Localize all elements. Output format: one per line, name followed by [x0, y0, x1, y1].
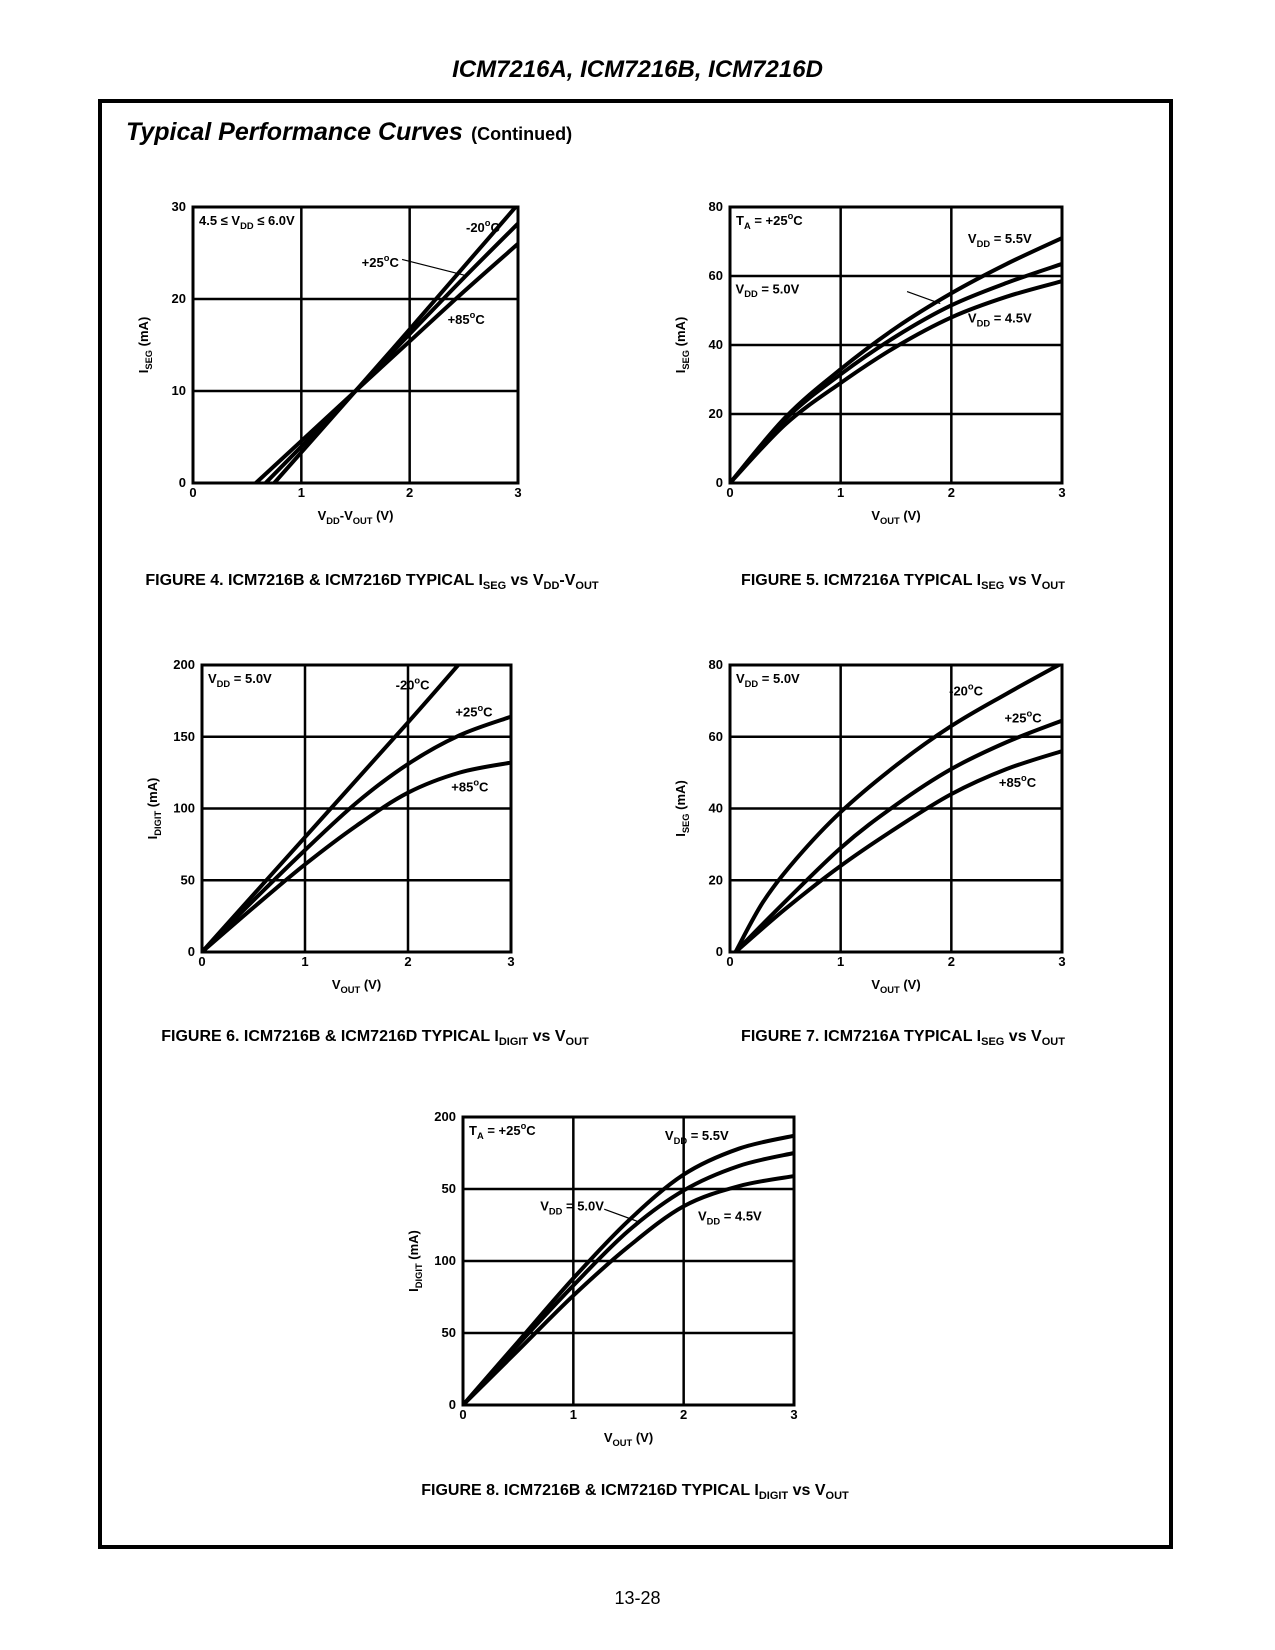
series-annotation: $V_{DD} = 5.0V$ — [735, 281, 800, 300]
series-annotation: $+85^oC$ — [998, 773, 1037, 790]
x-tick-label: 0 — [198, 954, 206, 969]
series-annotation: -20$^o$C — [949, 681, 984, 699]
y-tick-label: 100 — [173, 800, 195, 816]
x-tick-label: 1 — [301, 954, 309, 969]
plot-frame — [193, 207, 518, 483]
series-line-2 — [202, 717, 511, 952]
series-line-3 — [256, 244, 518, 483]
y-axis-label: $I_{SEG}$ (mA) — [673, 780, 691, 837]
x-axis-label: $V_{OUT}$ (V) — [871, 508, 921, 526]
x-tick-label: 1 — [837, 954, 845, 969]
y-tick-label: 200 — [173, 657, 195, 672]
y-axis-label: $I_{DIGIT}$ (mA) — [406, 1230, 424, 1292]
y-tick-label: 0 — [187, 944, 195, 959]
y-tick-label: 50 — [441, 1325, 456, 1340]
x-tick-label: 3 — [1058, 954, 1066, 969]
x-axis-label: $V_{OUT}$ (V) — [603, 1430, 654, 1448]
y-axis-label: $I_{SEG}$ (mA) — [136, 316, 154, 374]
series-annotation: $+25^oC$ — [455, 702, 493, 720]
y-tick-label: 0 — [178, 475, 186, 490]
y-tick-label: 20 — [708, 872, 723, 888]
y-tick-label: 0 — [715, 475, 723, 490]
section-title-subtitle: (Continued) — [471, 124, 573, 144]
condition-label: $T_A = +25^oC$ — [736, 211, 803, 231]
annotation-leader — [907, 292, 940, 304]
y-tick-label: 60 — [708, 728, 723, 744]
y-tick-label: 0 — [715, 944, 723, 959]
x-axis-label: $V_{OUT}$ (V) — [331, 977, 382, 995]
series-line-1 — [463, 1136, 794, 1405]
condition-label: $4.5 \le V_{DD} \le 6.0V$ — [199, 213, 295, 231]
chart-figure-4 — [130, 190, 620, 550]
x-tick-label: 2 — [680, 1407, 688, 1422]
series-annotation: $V_{DD} = 4.5V$ — [967, 310, 1032, 329]
chart-figure-7 — [655, 648, 1155, 1008]
series-annotation: $+85^oC$ — [447, 309, 485, 327]
condition-label: $V_{DD} = 5.0V$ — [736, 671, 800, 689]
y-tick-label: 40 — [708, 337, 723, 352]
caption-figure-4: FIGURE 4. ICM7216B & ICM7216D TYPICAL $I_{SEG}$ vs $V_{DD}-V_{OUT}$ — [145, 572, 599, 593]
series-line-1 — [274, 204, 518, 483]
series-annotation: $+25^oC$ — [1004, 708, 1042, 726]
x-tick-label: 0 — [459, 1407, 467, 1422]
x-tick-label: 1 — [837, 485, 845, 500]
series-annotation: $V_{DD} = 5.5V$ — [967, 231, 1032, 250]
x-tick-label: 0 — [189, 485, 197, 500]
y-axis-label: $I_{SEG}$ (mA) — [673, 316, 691, 374]
series-annotation: $V_{DD} = 5.5V$ — [664, 1128, 729, 1146]
y-tick-label: 40 — [708, 800, 723, 816]
series-annotation: $+25^oC$ — [361, 252, 399, 270]
section-title — [126, 118, 572, 147]
y-tick-label: 150 — [173, 728, 195, 744]
condition-label: $T_A = +25^oC$ — [469, 1121, 536, 1141]
x-tick-label: 1 — [297, 485, 305, 500]
y-tick-label: 100 — [434, 1253, 456, 1268]
series-annotation: $V_{DD} = 4.5V$ — [698, 1208, 762, 1227]
x-tick-label: 3 — [514, 485, 522, 500]
x-tick-label: 3 — [507, 954, 515, 969]
x-tick-label: 1 — [569, 1407, 577, 1422]
x-tick-label: 2 — [404, 954, 412, 969]
y-axis-label: $I_{DIGIT}$ (mA) — [145, 777, 163, 840]
x-tick-label: 2 — [947, 485, 955, 500]
x-tick-label: 0 — [726, 485, 734, 500]
series-line-2 — [463, 1153, 794, 1405]
series-line-2 — [736, 721, 1062, 952]
annotation-leader — [402, 259, 464, 275]
page-number: 13-28 — [614, 1588, 661, 1608]
caption-figure-5: FIGURE 5. ICM7216A TYPICAL $I_{SEG}$ vs $V_{OUT}$ — [741, 572, 1065, 593]
chart-figure-5 — [655, 190, 1155, 550]
x-tick-label: 3 — [790, 1407, 798, 1422]
condition-label: $V_{DD} = 5.0V$ — [208, 671, 272, 689]
y-tick-label: 200 — [434, 1109, 456, 1124]
chart-figure-6 — [130, 648, 620, 1008]
x-tick-label: 2 — [406, 485, 414, 500]
x-tick-label: 0 — [726, 954, 734, 969]
x-tick-label: 2 — [947, 954, 955, 969]
series-annotation: -20$^o$C — [395, 675, 430, 693]
y-tick-label: 60 — [708, 268, 723, 283]
x-axis-label: $V_{OUT}$ (V) — [871, 977, 921, 995]
series-annotation: -20$^o$C — [466, 217, 500, 235]
y-tick-label: 80 — [708, 199, 723, 214]
y-tick-label: 10 — [171, 383, 186, 398]
x-tick-label: 3 — [1058, 485, 1066, 500]
y-tick-label: 50 — [180, 872, 195, 888]
y-tick-label: 80 — [708, 657, 723, 672]
series-annotation: $+85^oC$ — [451, 777, 489, 795]
y-tick-label: 50 — [441, 1181, 456, 1196]
x-axis-label: $V_{DD}-V_{OUT}$ (V) — [317, 508, 394, 526]
document-header-title: ICM7216A, ICM7216B, ICM7216D — [452, 56, 823, 83]
y-tick-label: 20 — [708, 406, 723, 421]
caption-figure-6: FIGURE 6. ICM7216B & ICM7216D TYPICAL $I_{DIGIT}$ vs $V_{OUT}$ — [161, 1028, 589, 1049]
y-tick-label: 30 — [171, 199, 186, 214]
caption-figure-7: FIGURE 7. ICM7216A TYPICAL $I_{SEG}$ vs $V_{OUT}$ — [741, 1028, 1065, 1049]
chart-figure-8 — [390, 1100, 890, 1460]
caption-figure-8: FIGURE 8. ICM7216B & ICM7216D TYPICAL $I_{DIGIT}$ vs $V_{OUT}$ — [421, 1482, 849, 1503]
section-title-main: Typical Performance Curves — [126, 118, 463, 146]
y-tick-label: 20 — [171, 291, 186, 306]
y-tick-label: 0 — [448, 1397, 456, 1412]
series-annotation: $V_{DD} = 5.0V$ — [540, 1198, 604, 1217]
